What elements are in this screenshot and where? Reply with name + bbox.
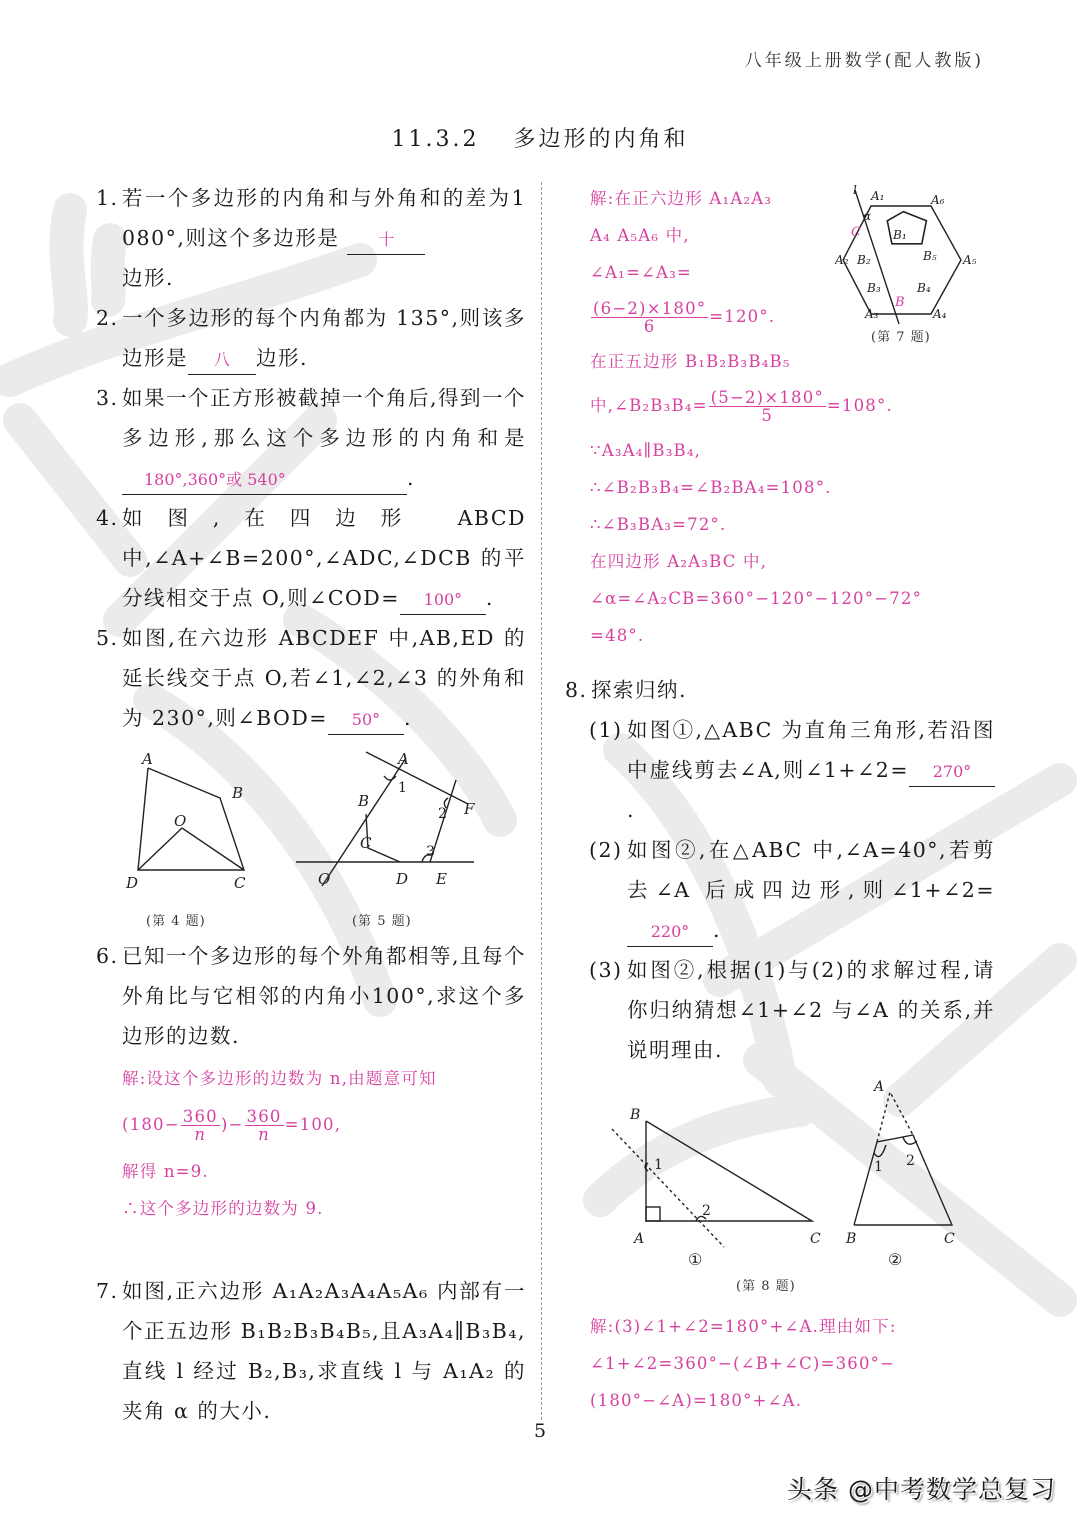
part-number: (1): [589, 718, 623, 742]
svg-text:D: D: [396, 870, 409, 888]
svg-text:C: C: [810, 1231, 821, 1247]
figure-8: [590, 1075, 990, 1305]
solution-line: ∵A₃A₄∥B₃B₄,: [590, 441, 702, 460]
part-text-end: .: [713, 918, 722, 942]
solution-line: ∴∠B₃BA₃=72°.: [590, 515, 727, 534]
solution-line: A₄ A₅A₆ 中,: [590, 226, 690, 245]
eq-part: =108°.: [826, 396, 893, 415]
answer-blank: 100°: [400, 586, 486, 615]
svg-text:C: C: [944, 1231, 955, 1247]
question-8-title: [565, 670, 995, 710]
svg-text:E: E: [436, 870, 447, 888]
solution-line: =48°.: [590, 626, 645, 645]
figure-4-caption: (第 4 题): [146, 914, 206, 929]
solution-line: (180°−∠A)=180°+∠A.: [590, 1391, 803, 1410]
part-number: (2): [589, 838, 623, 862]
solution-line: ∠α=∠A₂CB=360°−120°−120°−72°: [590, 589, 923, 608]
solution-line: 在正五边形 B₁B₂B₃B₄B₅: [590, 352, 791, 371]
question-number: 6.: [96, 944, 119, 968]
question-text: 如果一个正方形被截掉一个角后,得到一个多边形,那么这个多边形的内角和是: [122, 386, 527, 450]
svg-text:①: ①: [688, 1250, 703, 1269]
question-8-solution: [590, 1308, 1000, 1419]
question-8-part-2: [565, 830, 995, 950]
denominator: 5: [761, 406, 774, 425]
question-number: 3.: [96, 386, 119, 410]
answer-blank: 50°: [328, 706, 404, 735]
svg-text:O: O: [174, 812, 187, 830]
svg-text:B₄: B₄: [917, 281, 931, 295]
question-8: [565, 670, 995, 1070]
eq-part: =120°.: [709, 307, 776, 326]
question-5: [96, 618, 526, 738]
svg-text:A₁: A₁: [871, 189, 885, 203]
solution-equation: [122, 1097, 526, 1153]
answer-blank: 八: [188, 346, 256, 375]
fraction: [591, 300, 708, 336]
figure-8-diagram: [590, 1075, 990, 1275]
svg-text:2: 2: [702, 1203, 711, 1219]
svg-text:B: B: [630, 1107, 641, 1123]
svg-text:A₃: A₃: [865, 307, 879, 321]
denominator: n: [258, 1125, 270, 1144]
figure-8-caption: (第 8 题): [736, 1279, 796, 1294]
eq-part: 中,∠B₂B₃B₄=: [590, 396, 708, 415]
fraction: [181, 1108, 220, 1144]
section-name: 多边形的内角和: [513, 127, 689, 152]
question-text: 如图,正六边形 A₁A₂A₃A₄A₅A₆ 内部有一个正五边形 B₁B₂B₃B₄B₅,且A₃A₄∥B₃B₄,直线 l 经过 B₂,B₃,求直线 l 与 A₁A₂ 的夹角 α 的大小.: [122, 1279, 526, 1423]
numerator: 360: [246, 1106, 282, 1126]
svg-text:O: O: [318, 870, 331, 888]
question-text: 一个多边形的每个内角都为 135°,则该多边形是: [122, 306, 526, 370]
eq-part: (180−: [122, 1115, 180, 1134]
svg-text:C: C: [360, 834, 372, 852]
svg-text:B₁: B₁: [893, 228, 907, 242]
solution-line: ∠1+∠2=360°−(∠B+∠C)=360°−: [590, 1354, 896, 1373]
figures-4-5: [96, 746, 526, 936]
svg-text:B: B: [232, 784, 244, 802]
svg-text:B₅: B₅: [923, 249, 937, 263]
question-text: 如图,在六边形 ABCDEF 中,AB,ED 的延长线交于点 O,若∠1,∠2,∠3 的外角和为 230°,则∠BOD=: [122, 626, 526, 730]
answer-blank: 180°,360°或 540°: [122, 466, 407, 495]
question-6-solution: [96, 1060, 526, 1227]
svg-text:1: 1: [398, 780, 407, 796]
svg-text:α: α: [863, 209, 872, 223]
svg-text:l: l: [853, 184, 857, 197]
svg-text:F: F: [464, 800, 475, 818]
svg-text:B: B: [358, 792, 370, 810]
fraction: [709, 389, 826, 425]
answer-blank: 十: [347, 226, 425, 255]
solution-line: 解得 n=9.: [122, 1162, 209, 1181]
svg-text:C: C: [851, 225, 861, 240]
section-title: [0, 122, 1080, 153]
question-text: 如图,在四边形 ABCD 中,∠A+∠B=200°,∠ADC,∠DCB 的平分线相交于点 O,则∠COD=: [122, 506, 526, 610]
solution-fraction-line: [590, 380, 1000, 432]
part-text: 如图②,根据(1)与(2)的求解过程,请你归纳猜想∠1+∠2 与∠A 的关系,并说明理由.: [627, 958, 995, 1062]
question-text-end: 边形.: [122, 266, 175, 290]
answer-blank: 220°: [627, 918, 713, 947]
svg-text:B: B: [846, 1231, 857, 1247]
question-text: 若一个多边形的内角和与外角和的差为1 080°,则这个多边形是: [122, 186, 526, 250]
question-number: 7.: [96, 1279, 119, 1303]
question-number: 4.: [96, 506, 119, 530]
part-text: 如图①,△ABC 为直角三角形,若沿图中虚线剪去∠A,则∠1+∠2=: [627, 718, 995, 782]
svg-text:②: ②: [888, 1250, 903, 1269]
numerator: 360: [182, 1106, 218, 1126]
svg-text:3: 3: [426, 844, 435, 860]
question-7: [96, 1271, 526, 1431]
column-divider: [541, 182, 542, 1420]
svg-text:B₃: B₃: [867, 281, 881, 295]
svg-text:A: A: [874, 1079, 885, 1095]
solution-line: ∴∠B₂B₃B₄=∠B₂BA₄=108°.: [590, 478, 832, 497]
svg-text:A: A: [142, 750, 153, 768]
svg-text:A: A: [634, 1231, 645, 1247]
solution-line: 在四边形 A₂A₃BC 中,: [590, 552, 768, 571]
numerator: (5−2)×180°: [710, 387, 824, 407]
question-text: 探索归纳.: [591, 678, 688, 702]
part-text-end: .: [627, 798, 636, 822]
question-text-end: .: [403, 706, 412, 730]
part-text: 如图②,在△ABC 中,∠A=40°,若剪去∠A 后成四边形,则∠1+∠2=: [627, 838, 995, 902]
figure-4-and-5-diagram: [96, 746, 526, 936]
figure-7-diagram: [835, 184, 983, 324]
svg-text:A₂: A₂: [835, 253, 849, 267]
question-number: 1.: [96, 186, 119, 210]
denominator: 6: [643, 317, 656, 336]
svg-text:C: C: [234, 874, 246, 892]
solution-line: 解:(3)∠1+∠2=180°+∠A.理由如下:: [590, 1317, 897, 1336]
solution-line: ∴这个多边形的边数为 9.: [122, 1199, 324, 1218]
question-text-end: 边形.: [256, 346, 309, 370]
left-column: [96, 178, 526, 1431]
figure-7: [835, 184, 983, 344]
question-number: 5.: [96, 626, 119, 650]
brand-watermark: 头条 @中考数学总复习: [787, 1475, 1056, 1504]
numerator: (6−2)×180°: [593, 298, 707, 318]
svg-text:A₅: A₅: [963, 253, 977, 267]
figure-5-caption: (第 5 题): [352, 914, 412, 929]
question-2: [96, 298, 526, 378]
solution-line: 解:设这个多边形的边数为 n,由题意可知: [122, 1069, 437, 1088]
question-8-part-3: [565, 950, 995, 1070]
question-4: [96, 498, 526, 618]
question-text: 已知一个多边形的每个外角都相等,且每个外角比与它相邻的内角小100°,求这个多边形的边数.: [122, 944, 527, 1048]
book-header: 八年级上册数学(配人教版): [744, 51, 984, 71]
question-3: [96, 378, 526, 498]
solution-line: 解:在正六边形 A₁A₂A₃: [590, 189, 773, 208]
svg-text:A: A: [398, 750, 409, 768]
question-8-part-1: [565, 710, 995, 830]
answer-blank: 270°: [909, 758, 995, 787]
question-number: 2.: [96, 306, 119, 330]
svg-text:A₆: A₆: [931, 193, 945, 207]
svg-text:B₂: B₂: [857, 253, 871, 267]
svg-text:2: 2: [906, 1153, 915, 1169]
svg-text:2: 2: [438, 806, 447, 822]
eq-part: =100,: [284, 1115, 342, 1134]
svg-text:D: D: [126, 874, 139, 892]
eq-part: )−: [220, 1115, 244, 1134]
svg-text:A₄: A₄: [933, 307, 947, 321]
solution-line: ∠A₁=∠A₃=: [590, 263, 692, 282]
svg-text:B: B: [895, 295, 905, 310]
question-number: 8.: [565, 678, 588, 702]
question-text-end: .: [485, 586, 494, 610]
svg-text:1: 1: [654, 1157, 663, 1173]
denominator: n: [194, 1125, 207, 1144]
section-number: 11.3.2: [391, 127, 480, 152]
svg-text:1: 1: [874, 1159, 883, 1175]
page-number: 5: [533, 1420, 547, 1442]
question-text-end: .: [407, 466, 416, 490]
part-number: (3): [589, 958, 623, 982]
question-6: [96, 936, 526, 1056]
figure-7-caption: (第 7 题): [871, 330, 931, 345]
fraction: [245, 1108, 284, 1144]
question-1: [96, 178, 526, 298]
